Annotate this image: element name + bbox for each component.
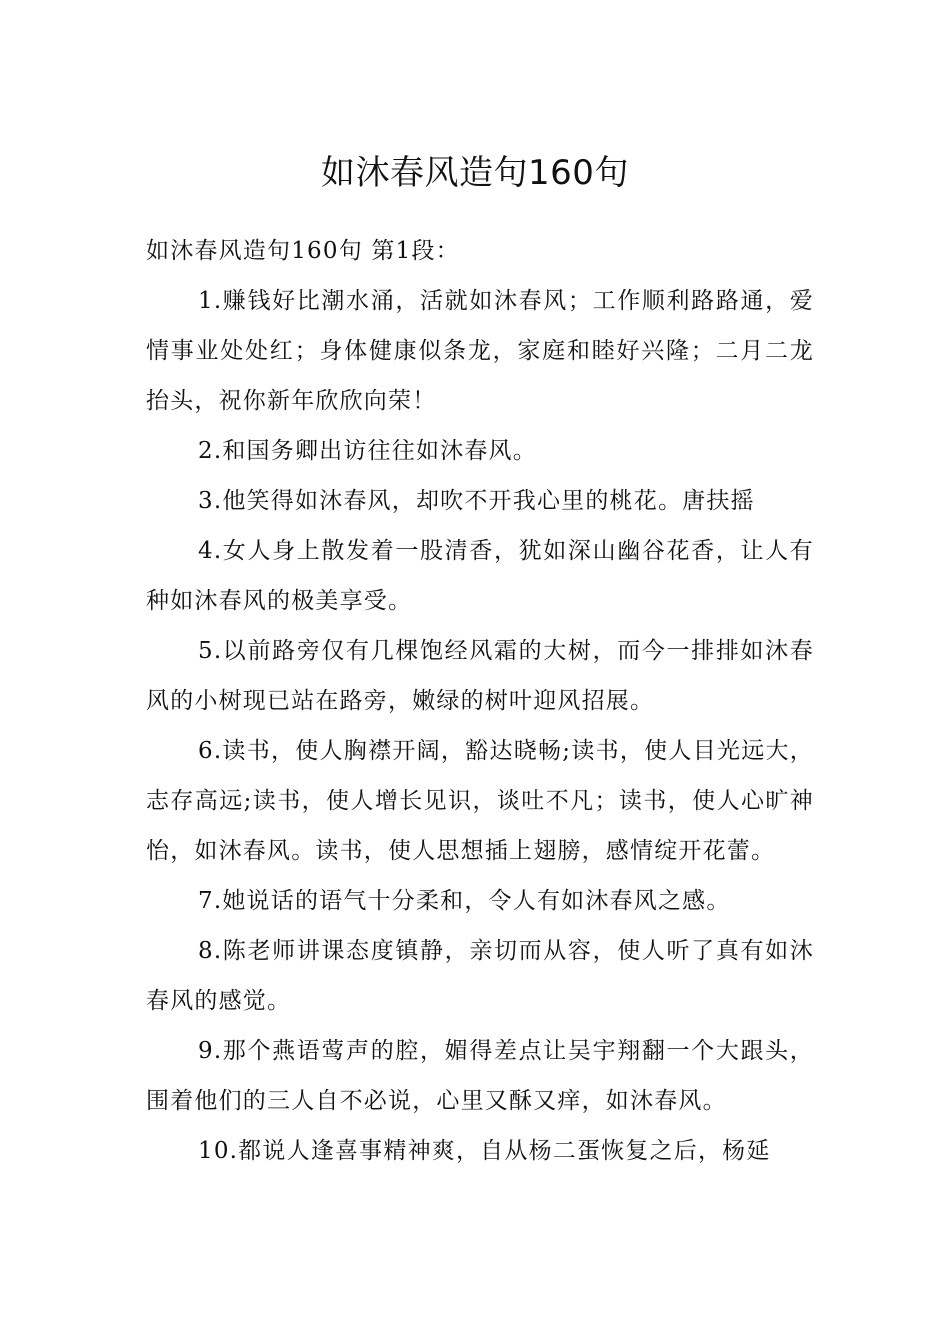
sentence-6: 6.读书，使人胸襟开阔，豁达晓畅;读书，使人目光远大，志存高远;读书，使人增长见识，谈吐不凡；读书，使人心旷神怡，如沐春风。读书，使人思想插上翅膀，感情绽开花蕾。 (146, 738, 814, 864)
sentence-7: 7.她说话的语气十分柔和，令人有如沐春风之感。 (198, 888, 731, 914)
sentence-9: 9.那个燕语莺声的腔，媚得差点让吴宇翔翻一个大跟头，围着他们的三人自不必说，心里又酥又痒，如沐春风。 (146, 1038, 814, 1114)
sentence-8: 8.陈老师讲课态度镇静，亲切而从容，使人听了真有如沐春风的感觉。 (146, 938, 814, 1014)
sentence-5: 5.以前路旁仅有几棵饱经风霜的大树，而今一排排如沐春风的小树现已站在路旁，嫩绿的树叶迎风招展。 (146, 638, 814, 714)
sentence-4: 4.女人身上散发着一股清香，犹如深山幽谷花香，让人有种如沐春风的极美享受。 (146, 538, 814, 614)
document-title: 如沐春风造句160句 (321, 152, 629, 193)
section-heading: 如沐春风造句160句 第1段： (146, 238, 460, 264)
sentence-2: 2.和国务卿出访往往如沐春风。 (198, 438, 537, 464)
sentence-3: 3.他笑得如沐春风，却吹不开我心里的桃花。唐扶摇 (198, 488, 755, 514)
sentence-1: 1.赚钱好比潮水涌，活就如沐春风；工作顺利路路通，爱情事业处处红；身体健康似条龙，家庭和睦好兴隆；二月二龙抬头，祝你新年欣欣向荣！ (146, 288, 814, 414)
sentence-10: 10.都说人逢喜事精神爽，自从杨二蛋恢复之后，杨延 (198, 1138, 771, 1164)
document-body (146, 226, 814, 1176)
